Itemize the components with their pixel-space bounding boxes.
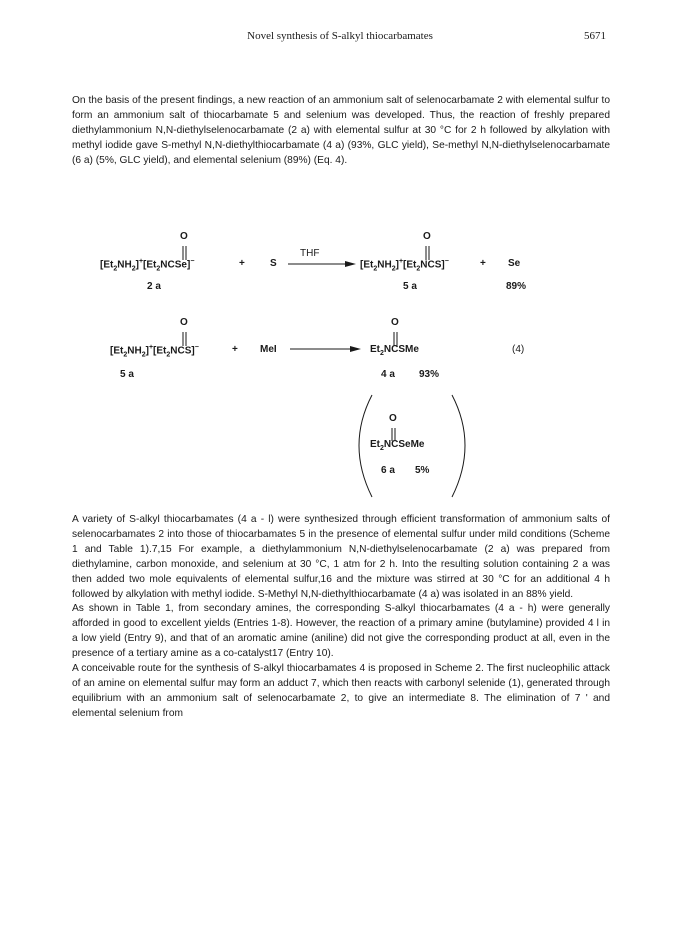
intro-paragraph-block (72, 94, 610, 169)
page-number: 5671 (584, 30, 606, 42)
thiocarbamate-salt-5a: $[Et_2NH_2]^+[Et_2NCS]^-$ (360, 258, 449, 273)
carbonyl-oxygen: O (391, 317, 399, 328)
compound-label-2a: 2 a (147, 281, 161, 292)
sulfur-reagent: S (270, 258, 277, 269)
compound-label-4a: 4 a (381, 369, 395, 380)
plus-sign: + (232, 344, 238, 355)
right-parenthesis (452, 395, 465, 497)
plus-sign: + (239, 258, 245, 269)
compound-label-5a: 5 a (403, 281, 417, 292)
body-paragraph: A conceivable route for the synthesis of S-alkyl thiocarbamates 4 is proposed in Scheme 2. The first nucleophilic attack of an amine on elemental sulfur may form an adduct 7, which then reacts with carbonyl selenide (1), generated through equilibrium with an ammonium salt of selenocarbamate 2, to give an intermediate 8. The elimination of 7 ' and elemental selenium from (72, 663, 610, 719)
product-yield-4a: 93% (419, 369, 440, 380)
arrow-head (350, 346, 361, 352)
body-paragraph: As shown in Table 1, from secondary amines, the corresponding S-alkyl thiocarbamates (4 a - h) were generally afforded in good to excellent yields (Entries 1-8). However, the reaction of a primary amine (butylamine) provided 4 l in a low yield (Entry 9), and that of an aromatic amine (aniline) did not give the corresponding product at all, even in the presence of a tertiary amine as a co-catalyst17 (Entry 10). (72, 603, 610, 660)
thiocarbamate-salt-5a: $[Et_2NH_2]^+[Et_2NCS]^-$ (110, 344, 199, 359)
body-text (72, 513, 610, 722)
body-paragraph: A variety of S-alkyl thiocarbamates (4 a - l) were synthesized through efficient transformation of ammonium salts of selenocarbamates 2 into those of thiocarbamates 5 in the presence of elemental sulfur under mild conditions (Scheme 1 and Table 1).7,15 For example, a diethylammonium N,N-diethylselenocarbamate (2 a) was prepared from diethylamine, carbon monoxide, and selenium at 30 °C, 1 atm for 2 h. Into the resulting solution containing 2 a was then added two mole equivalents of elemental sulfur,16 and the mixture was stirred at 30 °C for an additional 4 h followed by alkylation with methyl iodide. S-Methyl N,N-diethylthiocarbamate (4 a) was isolated in an 88% yield. (72, 514, 610, 600)
selenocarbamate-salt-2a: $[Et_2NH_2]^+[Et_2NCSe]^-$ (100, 258, 195, 273)
equation-4-scheme (0, 215, 680, 500)
selenium-yield: 89% (506, 281, 527, 292)
s-methyl-thiocarbamate-4a: $Et_2NCSMe$ (370, 344, 419, 357)
running-header (0, 30, 680, 46)
carbonyl-oxygen: O (389, 413, 397, 424)
arrow-head (345, 261, 356, 267)
compound-label-6a: 6 a (381, 465, 395, 476)
intro-paragraph: On the basis of the present findings, a new reaction of an ammonium salt of selenocarbamate 2 with elemental sulfur to form an ammonium salt of thiocarbamate 5 and selenium was developed. Thus, the reaction of freshly prepared diethylammonium N,N-diethylselenocarbamate (2 a) with elemental sulfur at 30 °C for 2 h followed by alkylation with methyl iodide gave S-methyl N,N-diethylthiocarbamate (4 a) (93%, GLC yield), Se-methyl N,N-diethylselenocarbamate (6 a) (5%, GLC yield), and elemental selenium (89%) (Eq. 4). (72, 95, 610, 166)
se-methyl-selenocarbamate-6a: $Et_2NCSeMe$ (370, 439, 425, 452)
thf-arrow-label: THF (300, 248, 320, 259)
carbonyl-oxygen: O (180, 317, 188, 328)
carbonyl-oxygen: O (423, 231, 431, 242)
methyl-iodide: MeI (260, 344, 277, 355)
carbonyl-oxygen: O (180, 231, 188, 242)
running-title: Novel synthesis of S-alkyl thiocarbamates (247, 30, 433, 42)
byproduct-yield-6a: 5% (415, 465, 430, 476)
plus-sign: + (480, 258, 486, 269)
compound-label-5a: 5 a (120, 369, 134, 380)
selenium-product: Se (508, 258, 521, 269)
equation-number: (4) (512, 344, 525, 355)
